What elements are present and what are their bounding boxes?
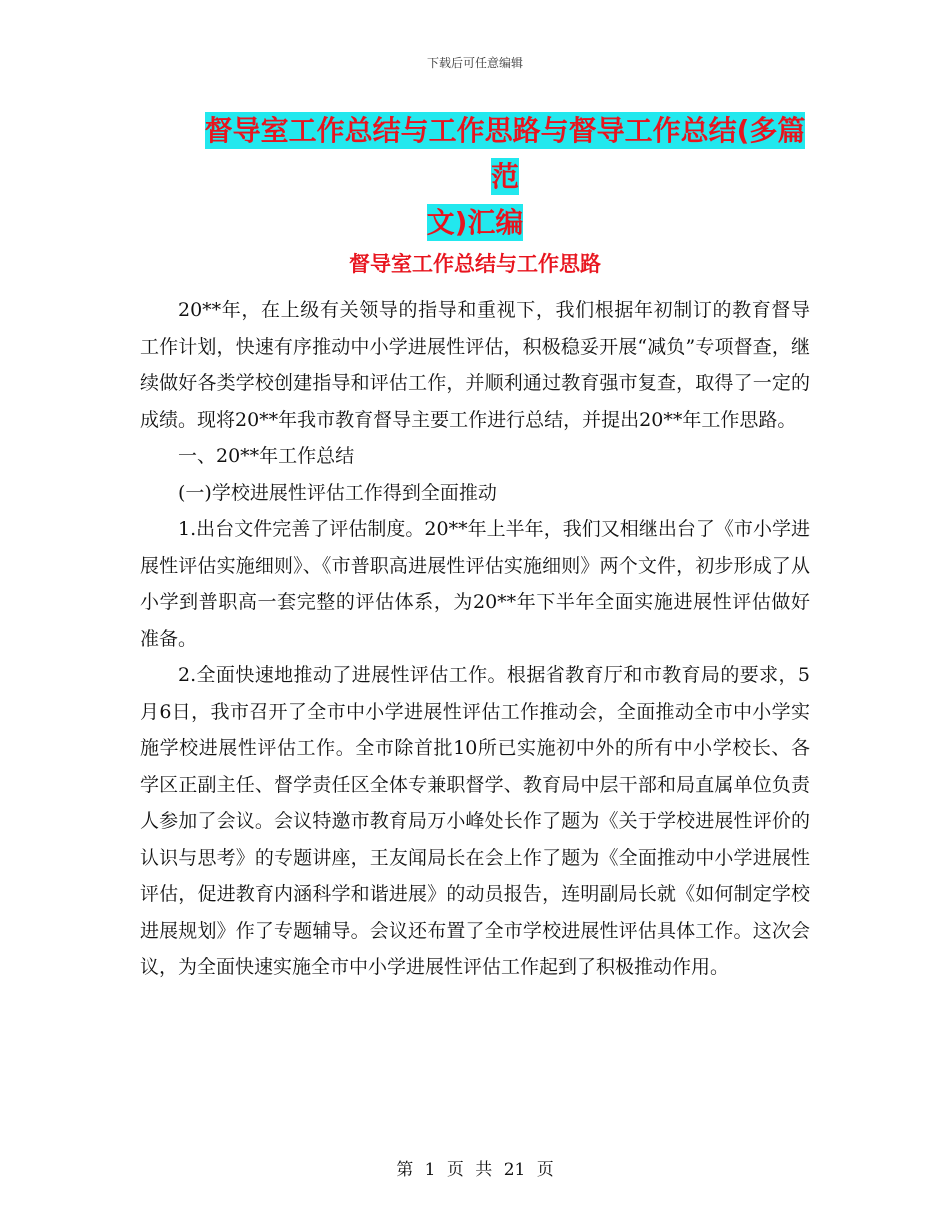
page-footer: 第 1 页 共 21 页 xyxy=(396,1160,554,1180)
section-heading: 督导室工作总结与工作思路 xyxy=(349,252,601,276)
paragraph-item-1: 1.出台文件完善了评估制度。20**年上半年，我们又相继出台了《市小学进展性评估实施细则》、《市普职高进展性评估实施细则》两个文件，初步形成了从小学到普职高一套完整的评估体系，为20**年下半年全面实施进展性评估做好准备。 xyxy=(140,518,810,650)
document-body xyxy=(140,292,810,986)
header-note: 下载后可任意编辑 xyxy=(426,56,523,70)
document-title xyxy=(140,108,810,246)
paragraph-item-2: 2.全面快速地推动了进展性评估工作。根据省教育厅和市教育局的要求，5月6日，我市召开了全市中小学进展性评估工作推动会，全面推动全市中小学实施学校进展性评估工作。全市除首批10所已实施初中外的所有中小学校长、各学区正副主任、督学责任区全体专兼职督学、教育局中层干部和局直属单位负责人参加了会议。会议特邀市教育局万小峰处长作了题为《关于学校进展性评价的认识与思考》的专题讲座，王友闻局长在会上作了题为《全面推动中小学进展性评估，促进教育内涵科学和谐进展》的动员报告，连明副局长就《如何制定学校进展规划》作了专题辅导。会议还布置了全市学校进展性评估具体工作。这次会议，为全面快速实施全市中小学进展性评估工作起到了积极推动作用。 xyxy=(140,664,810,978)
title-line-2: 文)汇编 xyxy=(426,206,524,239)
heading-part-one: 一、20**年工作总结 xyxy=(178,445,355,467)
title-line-1: 督导室工作总结与工作思路与督导工作总结(多篇范 xyxy=(204,114,806,193)
subheading-assessment: (一)学校进展性评估工作得到全面推动 xyxy=(178,481,497,504)
paragraph-intro: 20**年，在上级有关领导的指导和重视下，我们根据年初制订的教育督导工作计划，快速有序推动中小学进展性评估，积极稳妥开展“减负”专项督查，继续做好各类学校创建指导和评估工作，并顺利通过教育强市复查，取得了一定的成绩。现将20**年我市教育督导主要工作进行总结，并提出20**年工作思路。 xyxy=(140,299,810,431)
